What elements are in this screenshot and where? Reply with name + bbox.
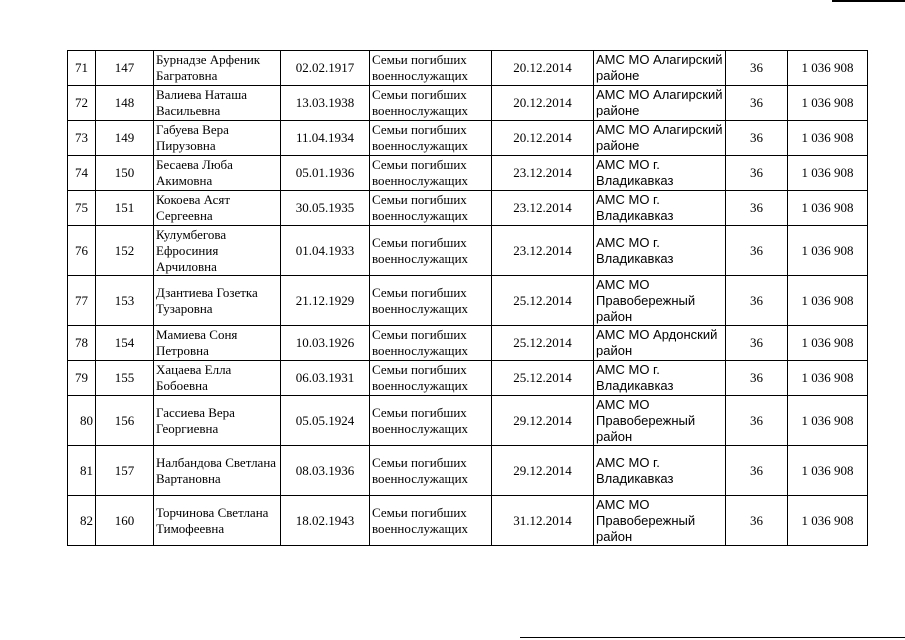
amount-cell: 1 036 908 [788,326,868,361]
person-name-cell: Мамиева Соня Петровна [154,326,281,361]
record-id-cell: 148 [96,86,154,121]
person-name-cell: Габуева Вера Пирузовна [154,121,281,156]
registration-date-cell: 29.12.2014 [492,396,594,446]
record-id-cell: 151 [96,191,154,226]
birth-date-cell: 05.05.1924 [281,396,370,446]
table-row [68,191,868,226]
category-cell: Семьи погибших военнослужащих [370,361,492,396]
organization-cell: АМС МО Правобережный район [594,396,726,446]
count-cell: 36 [726,496,788,546]
person-name-cell: Бесаева Люба Акимовна [154,156,281,191]
birth-date-cell: 18.02.1943 [281,496,370,546]
table-row [68,496,868,546]
organization-cell: АМС МО Правобережный район [594,496,726,546]
person-name-cell: Гассиева Вера Георгиевна [154,396,281,446]
organization-cell: АМС МО Алагирский районе [594,51,726,86]
scan-mark-bottom [520,637,905,638]
person-name-cell: Дзантиева Гозетка Тузаровна [154,276,281,326]
birth-date-cell: 30.05.1935 [281,191,370,226]
registration-date-cell: 25.12.2014 [492,326,594,361]
table-row [68,121,868,156]
category-cell: Семьи погибших военнослужащих [370,226,492,276]
registry-rows [68,51,868,546]
birth-date-cell: 13.03.1938 [281,86,370,121]
category-cell: Семьи погибших военнослужащих [370,326,492,361]
record-id-cell: 154 [96,326,154,361]
birth-date-cell: 06.03.1931 [281,361,370,396]
record-id-cell: 147 [96,51,154,86]
birth-date-cell: 10.03.1926 [281,326,370,361]
amount-cell: 1 036 908 [788,396,868,446]
row-number-cell: 76 [68,226,96,276]
row-number-cell: 77 [68,276,96,326]
amount-cell: 1 036 908 [788,446,868,496]
amount-cell: 1 036 908 [788,156,868,191]
organization-cell: АМС МО г. Владикавказ [594,361,726,396]
record-id-cell: 157 [96,446,154,496]
record-id-cell: 152 [96,226,154,276]
scan-mark-top [832,0,905,2]
registration-date-cell: 20.12.2014 [492,51,594,86]
organization-cell: АМС МО г. Владикавказ [594,226,726,276]
record-id-cell: 150 [96,156,154,191]
registration-date-cell: 29.12.2014 [492,446,594,496]
count-cell: 36 [726,121,788,156]
category-cell: Семьи погибших военнослужащих [370,51,492,86]
registration-date-cell: 25.12.2014 [492,361,594,396]
category-cell: Семьи погибших военнослужащих [370,396,492,446]
amount-cell: 1 036 908 [788,121,868,156]
amount-cell: 1 036 908 [788,226,868,276]
category-cell: Семьи погибших военнослужащих [370,276,492,326]
count-cell: 36 [726,361,788,396]
registration-date-cell: 23.12.2014 [492,156,594,191]
registration-date-cell: 31.12.2014 [492,496,594,546]
category-cell: Семьи погибших военнослужащих [370,191,492,226]
count-cell: 36 [726,396,788,446]
row-number-cell: 81 [68,446,96,496]
organization-cell: АМС МО Алагирский районе [594,86,726,121]
row-number-cell: 73 [68,121,96,156]
registration-date-cell: 20.12.2014 [492,121,594,156]
amount-cell: 1 036 908 [788,361,868,396]
amount-cell: 1 036 908 [788,51,868,86]
amount-cell: 1 036 908 [788,276,868,326]
count-cell: 36 [726,226,788,276]
organization-cell: АМС МО Ардонский район [594,326,726,361]
row-number-cell: 79 [68,361,96,396]
birth-date-cell: 05.01.1936 [281,156,370,191]
organization-cell: АМС МО Алагирский районе [594,121,726,156]
amount-cell: 1 036 908 [788,86,868,121]
table-row [68,156,868,191]
count-cell: 36 [726,446,788,496]
record-id-cell: 156 [96,396,154,446]
category-cell: Семьи погибших военнослужащих [370,446,492,496]
person-name-cell: Хацаева Елла Бобоевна [154,361,281,396]
record-id-cell: 155 [96,361,154,396]
table-row [68,361,868,396]
record-id-cell: 149 [96,121,154,156]
row-number-cell: 75 [68,191,96,226]
count-cell: 36 [726,326,788,361]
row-number-cell: 72 [68,86,96,121]
table-row [68,446,868,496]
category-cell: Семьи погибших военнослужащих [370,121,492,156]
count-cell: 36 [726,86,788,121]
organization-cell: АМС МО г. Владикавказ [594,156,726,191]
row-number-cell: 78 [68,326,96,361]
count-cell: 36 [726,191,788,226]
row-number-cell: 71 [68,51,96,86]
registration-date-cell: 23.12.2014 [492,226,594,276]
row-number-cell: 82 [68,496,96,546]
birth-date-cell: 21.12.1929 [281,276,370,326]
table-row [68,226,868,276]
table-row [68,86,868,121]
registry-table [67,50,868,546]
person-name-cell: Кулумбегова Ефросиния Арчиловна [154,226,281,276]
category-cell: Семьи погибших военнослужащих [370,86,492,121]
record-id-cell: 160 [96,496,154,546]
organization-cell: АМС МО Правобережный район [594,276,726,326]
person-name-cell: Налбандова Светлана Вартановна [154,446,281,496]
record-id-cell: 153 [96,276,154,326]
registration-date-cell: 23.12.2014 [492,191,594,226]
count-cell: 36 [726,51,788,86]
table-row [68,51,868,86]
table-row [68,276,868,326]
birth-date-cell: 01.04.1933 [281,226,370,276]
amount-cell: 1 036 908 [788,496,868,546]
person-name-cell: Бурнадзе Арфеник Багратовна [154,51,281,86]
organization-cell: АМС МО г. Владикавказ [594,446,726,496]
registration-date-cell: 25.12.2014 [492,276,594,326]
table-row [68,326,868,361]
person-name-cell: Валиева Наташа Васильевна [154,86,281,121]
count-cell: 36 [726,276,788,326]
category-cell: Семьи погибших военнослужащих [370,496,492,546]
row-number-cell: 80 [68,396,96,446]
category-cell: Семьи погибших военнослужащих [370,156,492,191]
registration-date-cell: 20.12.2014 [492,86,594,121]
table-row [68,396,868,446]
birth-date-cell: 11.04.1934 [281,121,370,156]
person-name-cell: Кокоева Асят Сергеевна [154,191,281,226]
organization-cell: АМС МО г. Владикавказ [594,191,726,226]
row-number-cell: 74 [68,156,96,191]
birth-date-cell: 02.02.1917 [281,51,370,86]
count-cell: 36 [726,156,788,191]
birth-date-cell: 08.03.1936 [281,446,370,496]
person-name-cell: Торчинова Светлана Тимофеевна [154,496,281,546]
amount-cell: 1 036 908 [788,191,868,226]
